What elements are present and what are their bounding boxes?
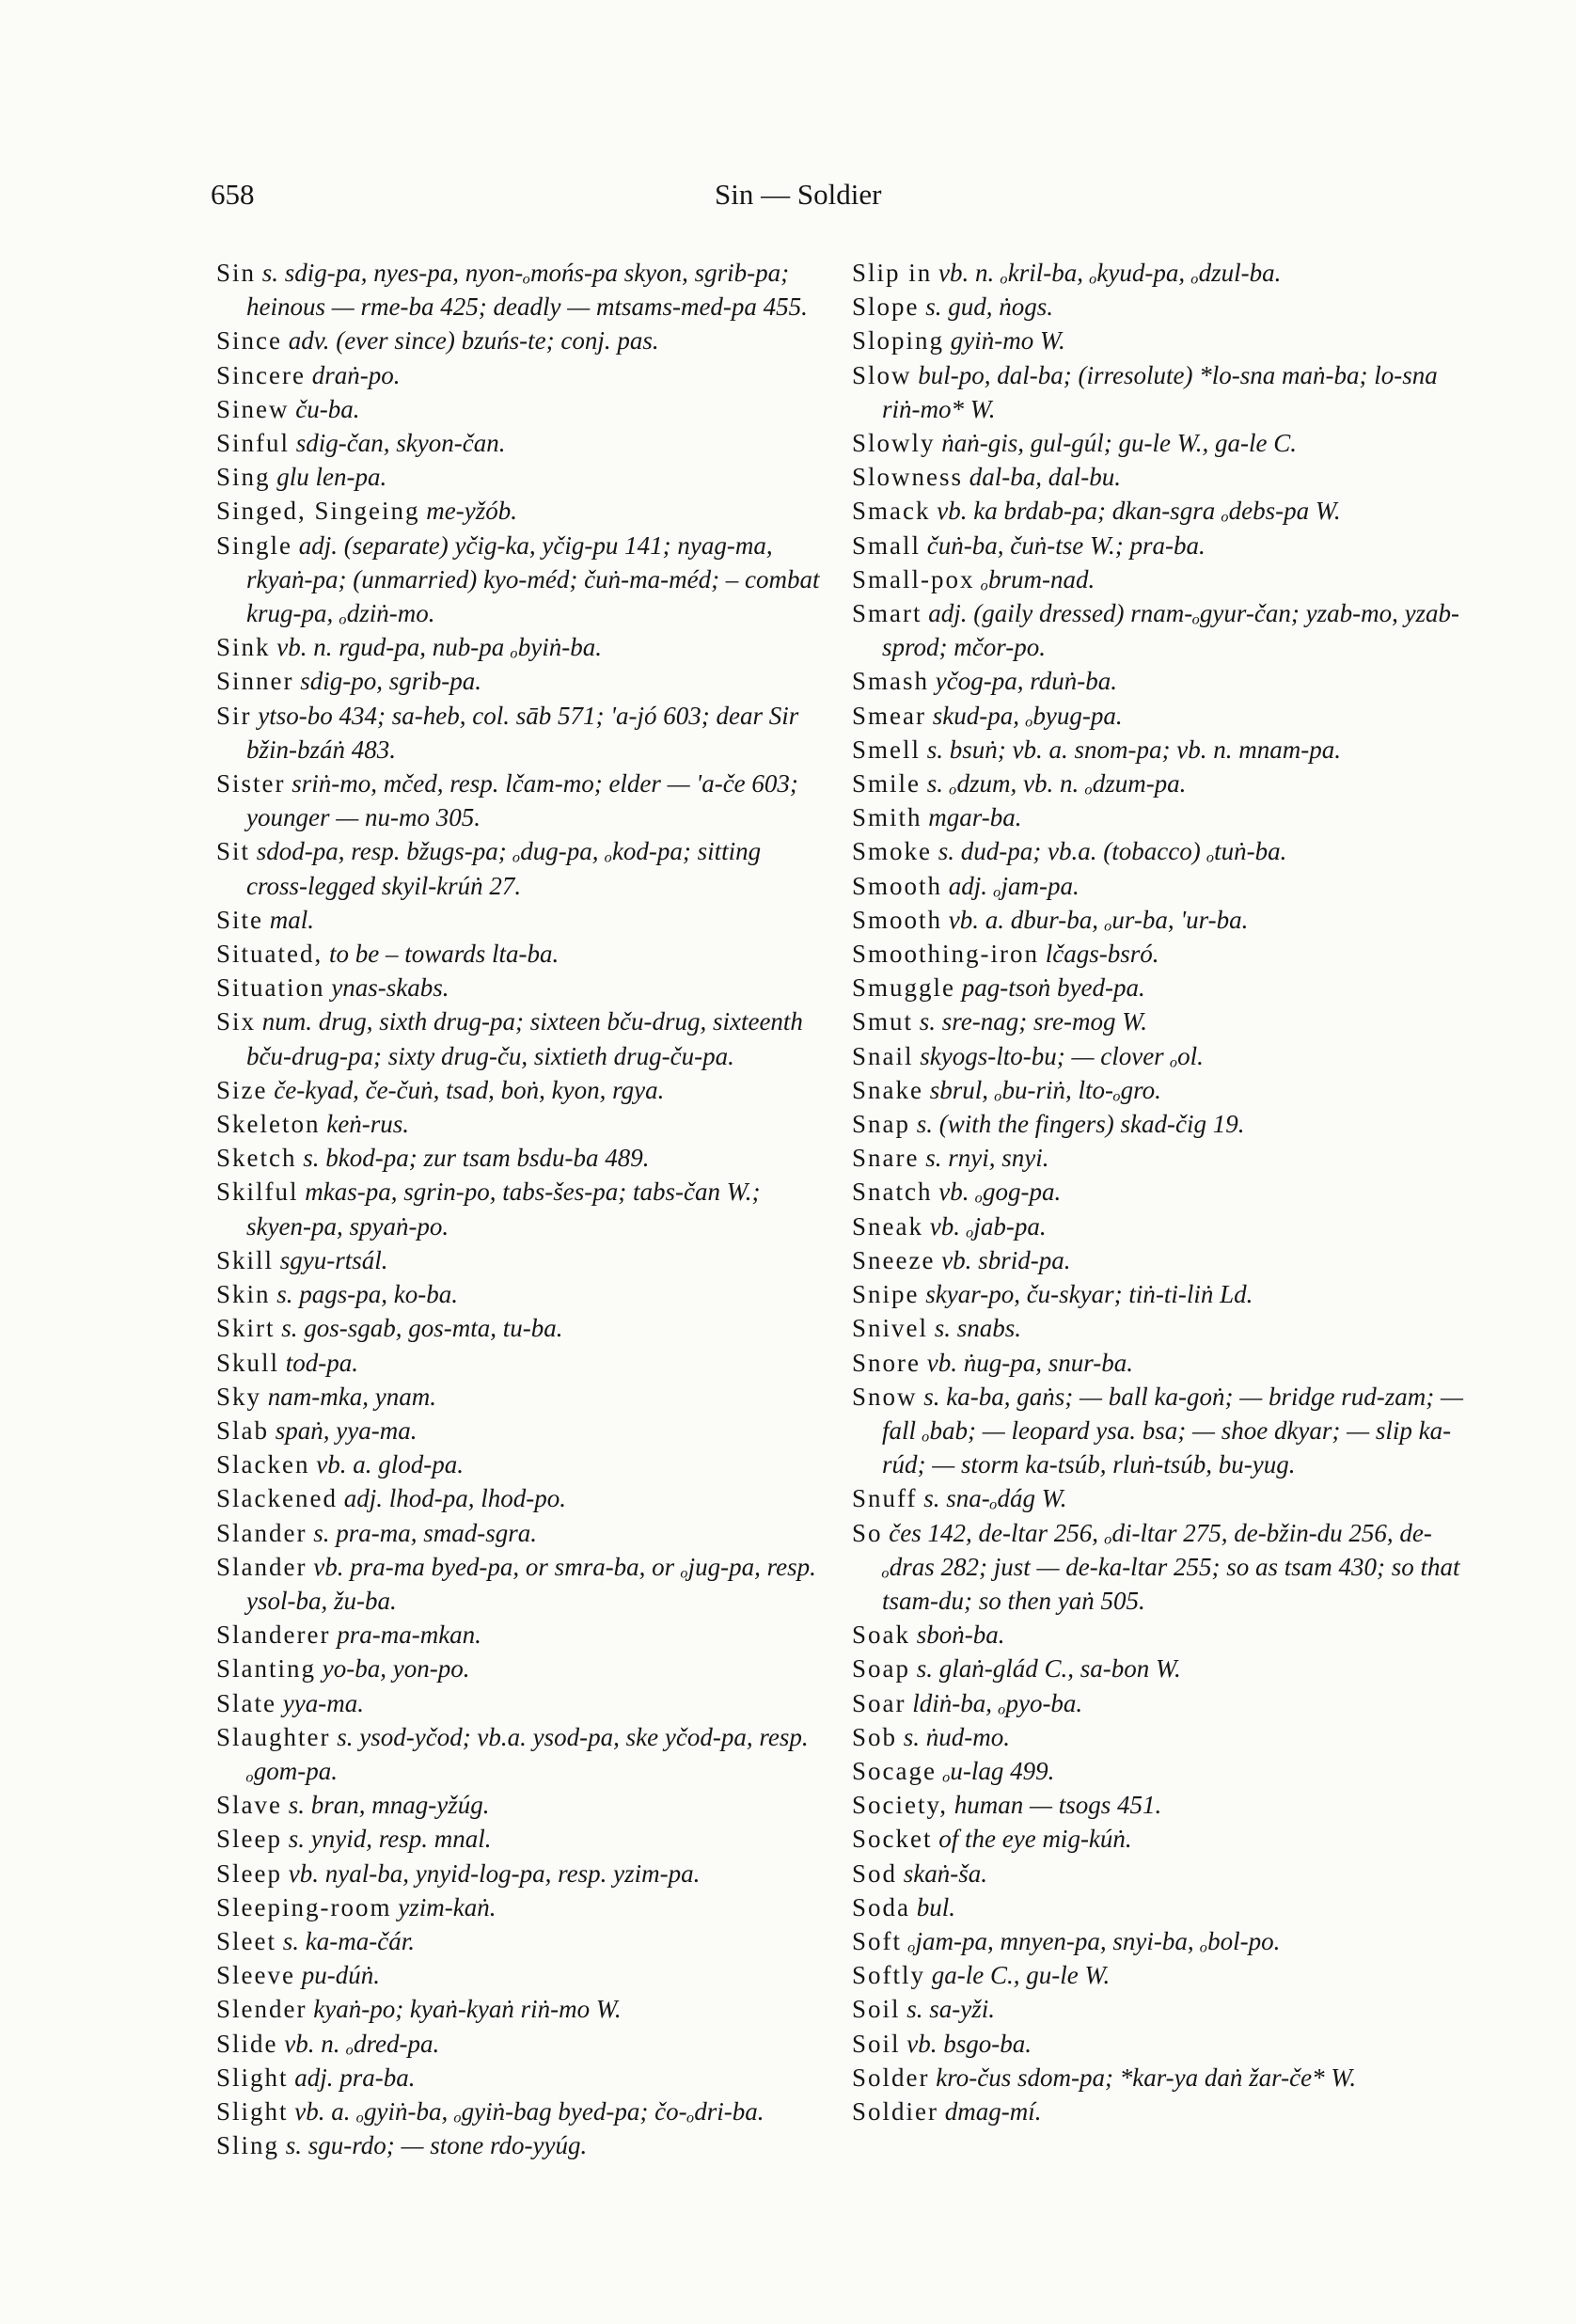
entry-headword: Single (216, 530, 293, 560)
dictionary-entry (852, 767, 1463, 800)
entry-definition: ldiṅ-ba, ₒpyo-ba. (906, 1688, 1083, 1717)
dictionary-entry (216, 2095, 827, 2128)
dictionary-entry (852, 1686, 1463, 1720)
entry-definition: s. glaṅ-glád C., sa-bon W. (910, 1654, 1181, 1684)
dictionary-entry (852, 1481, 1463, 1515)
dictionary-entry (852, 529, 1463, 562)
entry-definition: s. gud, ṅogs. (919, 292, 1054, 322)
entry-definition: s. ka-ba, gaṅs; — ball ka-goṅ; — bridge rud-zam; — fall ₒbab; — leopard ysa. bsa; — shoe dkyar; — slip ka-rúd; — storm ka-tsúb, rluṅ-tsúb, bu-yug. (882, 1382, 1463, 1479)
entry-headword: Slow (852, 360, 912, 389)
entry-headword: Soar (852, 1688, 906, 1717)
entry-definition: vb. pra-ma byed-pa, or smra-ba, or ₒjug-pa, resp. ysol-ba, žu-ba. (246, 1552, 816, 1615)
entry-headword: Slight (216, 2096, 289, 2126)
entry-headword: Snivel (852, 1314, 929, 1343)
dictionary-entry (216, 1924, 827, 1958)
entry-headword: Sloping (852, 326, 945, 356)
entry-definition: če-kyad, če-čuṅ, tsad, boṅ, kyon, rgya. (267, 1075, 665, 1104)
dictionary-entry (216, 1073, 827, 1107)
dictionary-entry (852, 834, 1463, 868)
entry-headword: Sinner (216, 667, 294, 696)
entry-definition: mgar-ba. (922, 803, 1022, 832)
entry-definition: s. gos-sgab, gos-mta, tu-ba. (275, 1314, 563, 1343)
dictionary-entry (852, 664, 1463, 698)
entry-definition: pra-ma-mkan. (330, 1620, 481, 1650)
entry-headword: Smack (852, 497, 931, 526)
dictionary-entry (216, 460, 827, 494)
entry-headword: Slanting (216, 1654, 317, 1684)
entry-headword: Soil (852, 1995, 901, 2024)
entry-definition: ṅaṅ-gis, gul-gúl; gu-le W., ga-le C. (935, 429, 1297, 458)
entry-definition: me-yžób. (419, 497, 517, 526)
dictionary-entry (852, 256, 1463, 290)
entry-definition: s. dud-pa; vb.a. (tobacco) ₒtuṅ-ba. (932, 837, 1287, 866)
entry-definition: sboṅ-ba. (910, 1620, 1005, 1650)
dictionary-entry (216, 426, 827, 460)
entry-headword: Sing (216, 463, 271, 492)
dictionary-entry (852, 1311, 1463, 1345)
entry-headword: Sinful (216, 429, 291, 458)
entry-headword: Sky (216, 1382, 262, 1411)
entry-definition: kyaṅ-po; kyaṅ-kyaṅ riṅ-mo W. (307, 1995, 622, 2024)
entry-headword: Snuff (852, 1484, 918, 1513)
entry-headword: Smoothing-iron (852, 940, 1040, 969)
entry-definition: yzim-kaṅ. (391, 1892, 496, 1921)
dictionary-entry (216, 1277, 827, 1311)
entry-definition: s. bsuṅ; vb. a. snom-pa; vb. n. mnam-pa. (921, 735, 1341, 764)
dictionary-entry (216, 1822, 827, 1856)
dictionary-entry (216, 1958, 827, 1992)
entry-definition: s. sre-nag; sre-mog W. (913, 1007, 1148, 1036)
dictionary-entry (216, 324, 827, 357)
entry-definition: vb. nyal-ba, ynyid-log-pa, resp. yzim-pa. (282, 1858, 701, 1888)
entry-headword: Slaughter (216, 1722, 331, 1751)
entry-definition: bul-po, dal-ba; (irresolute) *lo-sna maṅ-ba; lo-sna riṅ-mo* W. (882, 360, 1438, 423)
entry-definition: vb. a. glod-pa. (309, 1450, 464, 1479)
dictionary-entry (216, 1004, 827, 1072)
entry-definition: vb. sbrid-pa. (935, 1245, 1071, 1274)
entry-headword: Sling (216, 2131, 280, 2160)
dictionary-entry (216, 1992, 827, 2026)
entry-headword: Soft (852, 1926, 903, 1955)
entry-headword: Slight (216, 2063, 289, 2092)
entry-headword: Sleeve (216, 1961, 295, 1990)
dictionary-entry (852, 1822, 1463, 1856)
entry-headword: Slender (216, 1995, 307, 2024)
entry-definition: s. sdig-pa, nyes-pa, nyon-ₒmońs-pa skyon, sgrib-pa; heinous — rme-ba 425; deadly — mtsams-med-pa 455. (246, 259, 808, 322)
dictionary-entry (852, 324, 1463, 357)
entry-definition: sgyu-rtsál. (274, 1245, 388, 1274)
entry-definition: s. ysod-yčod; vb.a. ysod-pa, ske yčod-pa, resp. ₒgom-pa. (246, 1722, 809, 1785)
dictionary-entry (852, 596, 1463, 664)
entry-definition: s. pra-ma, smad-sgra. (307, 1518, 538, 1547)
entry-headword: Sister (216, 769, 286, 798)
dictionary-entry (852, 800, 1463, 834)
entry-headword: Smart (852, 599, 922, 628)
entry-headword: Six (216, 1007, 257, 1036)
entry-definition: s. bkod-pa; zur tsam bsdu-ba 489. (296, 1144, 650, 1173)
entry-headword: Smile (852, 769, 922, 798)
dictionary-entry (852, 290, 1463, 324)
entry-definition: skud-pa, ₒbyug-pa. (925, 701, 1123, 730)
entry-definition: yo-ba, yon-po. (316, 1654, 470, 1684)
entry-definition: to be – towards lta-ba. (323, 940, 559, 969)
entry-definition: vb. ka brdab-pa; dkan-sgra ₒdebs-pa W. (930, 497, 1341, 526)
dictionary-entry (852, 494, 1463, 528)
dictionary-entry (852, 1209, 1463, 1243)
entry-headword: Socket (852, 1825, 933, 1854)
dictionary-entry (852, 1073, 1463, 1107)
dictionary-entry (216, 1720, 827, 1788)
entry-definition: s. sgu-rdo; — stone rdo-yyúg. (279, 2131, 588, 2160)
entry-definition: gyiṅ-mo W. (944, 326, 1065, 356)
entry-headword: Snow (852, 1382, 918, 1411)
entry-definition: vb. bsgo-ba. (900, 2029, 1032, 2058)
entry-definition: čes 142, de-ltar 256, ₒdi-ltar 275, de-bžin-du 256, de-ₒdras 282; just — de-ka-ltar 255; so as tsam 430; so that tsam-du; so then yaṅ 505. (882, 1518, 1460, 1615)
dictionary-entry (216, 1857, 827, 1890)
dictionary-entry (852, 2027, 1463, 2061)
dictionary-entry (216, 1686, 827, 1720)
dictionary-entry (216, 1890, 827, 1924)
dictionary-entry (852, 1890, 1463, 1924)
dictionary-entry (852, 1380, 1463, 1482)
entry-headword: Snake (852, 1075, 923, 1104)
entry-definition: skyar-po, ču-skyar; tiṅ-ti-liṅ Ld. (919, 1280, 1253, 1309)
right-column (852, 256, 1463, 2128)
entry-definition: vb. n. ₒkril-ba, ₒkyud-pa, ₒdzul-ba. (932, 259, 1282, 287)
entry-headword: Soak (852, 1620, 910, 1650)
entry-definition: s. pags-pa, ko-ba. (270, 1280, 459, 1309)
entry-headword: Site (216, 905, 264, 934)
entry-definition: mal. (263, 905, 315, 934)
dictionary-entry (216, 1141, 827, 1175)
entry-headword: Sit (216, 837, 251, 866)
dictionary-entry (852, 426, 1463, 460)
entry-definition: s. ₒdzum, vb. n. ₒdzum-pa. (921, 769, 1187, 798)
entry-definition: mkas-pa, sgrin-po, tabs-šes-pa; tabs-čan W.; skyen-pa, spyaṅ-po. (246, 1178, 761, 1241)
entry-headword: Soldier (852, 2096, 938, 2126)
entry-headword: Slab (216, 1415, 270, 1445)
dictionary-entry (852, 1618, 1463, 1652)
entry-definition: lčags-bsró. (1039, 940, 1159, 969)
dictionary-entry (852, 699, 1463, 733)
dictionary-entry (852, 1992, 1463, 2026)
entry-headword: Sneak (852, 1211, 923, 1241)
dictionary-entry (852, 1141, 1463, 1175)
entry-headword: Singed, Singeing (216, 497, 420, 526)
entry-headword: Snatch (852, 1178, 933, 1207)
entry-definition: skaṅ-ša. (897, 1858, 988, 1888)
dictionary-entry (216, 1414, 827, 1447)
entry-headword: Snail (852, 1041, 914, 1070)
dictionary-entry (216, 1107, 827, 1141)
dictionary-entry (852, 1720, 1463, 1754)
entry-headword: Slope (852, 292, 920, 322)
entry-definition: s. ṅud-mo. (897, 1722, 1011, 1751)
entry-definition: adv. (ever since) bzuńs-te; conj. pas. (282, 326, 659, 356)
dictionary-entry (852, 358, 1463, 426)
entry-definition: yya-ma. (276, 1688, 364, 1717)
dictionary-entry (852, 1039, 1463, 1073)
entry-definition: sdig-čan, skyon-čan. (290, 429, 506, 458)
entry-definition: of the eye mig-kúṅ. (932, 1825, 1132, 1854)
entry-headword: Slanderer (216, 1620, 331, 1650)
entry-definition: sbrul, ₒbu-riṅ, lto-ₒgro. (922, 1075, 1161, 1104)
dictionary-entry (216, 2027, 827, 2061)
dictionary-entry (216, 1175, 827, 1242)
dictionary-entry (216, 937, 827, 971)
dictionary-entry (852, 1346, 1463, 1380)
entry-headword: Slander (216, 1518, 307, 1547)
dictionary-entry (852, 1175, 1463, 1209)
entry-definition: vb. n. rgud-pa, nub-pa ₒbyiṅ-ba. (270, 633, 602, 662)
entry-headword: Smut (852, 1007, 914, 1036)
dictionary-entry (216, 664, 827, 698)
entry-headword: Sneeze (852, 1245, 936, 1274)
entry-definition: ytso-bo 434; sa-heb, col. sāb 571; 'a-jó 603; dear Sir bžin-bzáṅ 483. (246, 701, 799, 764)
entry-headword: Sketch (216, 1144, 297, 1173)
dictionary-entry (852, 903, 1463, 937)
entry-headword: Small (852, 530, 922, 560)
entry-headword: Sir (216, 701, 252, 730)
entry-headword: Since (216, 326, 282, 356)
dictionary-entry (216, 1481, 827, 1515)
entry-headword: Smooth (852, 871, 943, 900)
entry-headword: Snare (852, 1144, 920, 1173)
dictionary-entry (216, 699, 827, 767)
entry-definition: dal-ba, dal-bu. (963, 463, 1122, 492)
dictionary-entry (852, 937, 1463, 971)
entry-headword: Smell (852, 735, 922, 764)
dictionary-entry (216, 1346, 827, 1380)
entry-headword: Smooth (852, 905, 943, 934)
entry-definition: spaṅ, yya-ma. (269, 1415, 418, 1445)
dictionary-entry (216, 767, 827, 834)
dictionary-entry (216, 494, 827, 528)
entry-definition: pag-tsoṅ byed-pa. (955, 973, 1145, 1003)
entry-headword: Sleep (216, 1858, 282, 1888)
entry-headword: Sleep (216, 1825, 282, 1854)
dictionary-entry (852, 2061, 1463, 2095)
entry-headword: Slackened (216, 1484, 338, 1513)
dictionary-entry (852, 971, 1463, 1004)
dictionary-entry (216, 529, 827, 631)
entry-definition: ynas-skabs. (324, 973, 449, 1003)
dictionary-entry (216, 1516, 827, 1550)
entry-headword: Situated, (216, 940, 323, 969)
dictionary-entry (852, 733, 1463, 767)
entry-headword: Soda (852, 1892, 910, 1921)
entry-headword: Skin (216, 1280, 271, 1309)
entry-headword: Sink (216, 633, 271, 662)
entry-headword: Slowly (852, 429, 936, 458)
entry-headword: Smear (852, 701, 926, 730)
dictionary-entry (216, 971, 827, 1004)
entry-definition: s. sna-ₒdág W. (917, 1484, 1067, 1513)
entry-headword: Skirt (216, 1314, 276, 1343)
page-number: 658 (211, 178, 255, 211)
running-head: Sin — Soldier (715, 178, 882, 211)
entry-headword: Slave (216, 1791, 282, 1820)
entry-headword: So (852, 1518, 883, 1547)
dictionary-entry (852, 460, 1463, 494)
dictionary-entry (216, 1380, 827, 1414)
entry-definition: keṅ-rus. (320, 1110, 409, 1139)
dictionary-entry (216, 1447, 827, 1481)
dictionary-entry (216, 358, 827, 392)
entry-headword: Society, (852, 1791, 948, 1820)
entry-definition: adj. (gaily dressed) rnam-ₒgyur-čan; yzab-mo, yzab-sprod; mčor-po. (882, 599, 1460, 662)
entry-definition: vb. ṅug-pa, snur-ba. (921, 1348, 1133, 1377)
entry-headword: Sleet (216, 1926, 276, 1955)
entry-definition: vb. a. ₒgyiṅ-ba, ₒgyiṅ-bag byed-pa; čo-ₒdri-ba. (288, 2096, 764, 2126)
entry-definition: draṅ-po. (305, 360, 401, 389)
entry-definition: ču-ba. (289, 394, 360, 423)
entry-headword: Snipe (852, 1280, 920, 1309)
dictionary-entry (852, 1107, 1463, 1141)
entry-headword: Socage (852, 1756, 937, 1785)
dictionary-entry (216, 1243, 827, 1277)
entry-definition: skyogs-lto-bu; — clover ₒol. (913, 1041, 1204, 1070)
dictionary-entry (852, 1652, 1463, 1685)
entry-headword: Sob (852, 1722, 898, 1751)
entry-definition: ₒjam-pa, mnyen-pa, snyi-ba, ₒbol-po. (902, 1926, 1281, 1955)
entry-headword: Sincere (216, 360, 306, 389)
dictionary-entry (216, 1618, 827, 1652)
dictionary-entry (852, 1958, 1463, 1992)
entry-definition: s. sa-yži. (900, 1995, 996, 2024)
entry-headword: Sinew (216, 394, 290, 423)
entry-definition: tod-pa. (279, 1348, 359, 1377)
dictionary-entry (216, 1550, 827, 1618)
entry-definition: adj. lhod-pa, lhod-po. (337, 1484, 566, 1513)
entry-headword: Slip in (852, 259, 933, 287)
entry-headword: Slacken (216, 1450, 310, 1479)
entry-headword: Sleeping-room (216, 1892, 392, 1921)
dictionary-entry (852, 1788, 1463, 1822)
entry-definition: adj. pra-ba. (288, 2063, 416, 2092)
dictionary-entry (852, 562, 1463, 596)
entry-definition: ₒu-lag 499. (936, 1756, 1055, 1785)
entry-headword: Slowness (852, 463, 964, 492)
entry-headword: Snore (852, 1348, 921, 1377)
entry-definition: sdig-po, sgrib-pa. (293, 667, 482, 696)
entry-headword: Skeleton (216, 1110, 321, 1139)
dictionary-entry (216, 2061, 827, 2095)
dictionary-entry (216, 1652, 827, 1685)
entry-headword: Sod (852, 1858, 898, 1888)
entry-definition: num. drug, sixth drug-pa; sixteen bču-drug, sixteenth bču-drug-pa; sixty drug-ču, sixtieth drug-ču-pa. (246, 1007, 803, 1070)
entry-definition: s. ka-ma-čár. (276, 1926, 415, 1955)
entry-headword: Sin (216, 259, 257, 287)
entry-headword: Slide (216, 2029, 278, 2058)
entry-headword: Smash (852, 667, 930, 696)
left-column (216, 256, 827, 2162)
entry-headword: Skill (216, 1245, 275, 1274)
entry-definition: s. ynyid, resp. mnal. (282, 1825, 492, 1854)
dictionary-entry (852, 1924, 1463, 1958)
entry-headword: Situation (216, 973, 325, 1003)
entry-headword: Skull (216, 1348, 280, 1377)
entry-definition: yčog-pa, rduṅ-ba. (929, 667, 1117, 696)
dictionary-entry (216, 630, 827, 664)
dictionary-entry (216, 1788, 827, 1822)
entry-definition: bul. (910, 1892, 956, 1921)
entry-definition: dmag-mí. (938, 2096, 1042, 2126)
entry-definition: adj. ₒjam-pa. (942, 871, 1080, 900)
dictionary-entry (852, 1857, 1463, 1890)
entry-definition: vb. ₒjab-pa. (922, 1211, 1047, 1241)
entry-headword: Soil (852, 2029, 901, 2058)
entry-definition: s. rnyi, snyi. (919, 1144, 1049, 1173)
entry-headword: Size (216, 1075, 268, 1104)
dictionary-entry (216, 392, 827, 426)
entry-headword: Skilful (216, 1178, 299, 1207)
dictionary-entry (852, 1243, 1463, 1277)
entry-definition: human — tsogs 451. (947, 1791, 1162, 1820)
entry-definition: adj. (separate) yčig-ka, yčig-pu 141; nyag-ma, rkyaṅ-pa; (unmarried) kyo-méd; čuṅ-ma-méd; – combat krug-pa, ₒdziṅ-mo. (246, 530, 820, 628)
entry-definition: pu-dúṅ. (294, 1961, 380, 1990)
entry-definition: ₒbrum-nad. (974, 564, 1095, 593)
entry-headword: Solder (852, 2063, 930, 2092)
entry-definition: vb. ₒgog-pa. (932, 1178, 1062, 1207)
entry-definition: sriṅ-mo, mčed, resp. lčam-mo; elder — 'a-če 603; younger — nu-mo 305. (246, 769, 798, 832)
entry-definition: s. snabs. (928, 1314, 1022, 1343)
dictionary-entry (852, 1516, 1463, 1619)
dictionary-entry (216, 256, 827, 324)
entry-definition: kro-čus sdom-pa; *kar-ya daṅ žar-če* W. (929, 2063, 1357, 2092)
dictionary-entry (216, 2128, 827, 2162)
entry-headword: Smoke (852, 837, 933, 866)
entry-definition: glu len-pa. (270, 463, 387, 492)
dictionary-entry (852, 1277, 1463, 1311)
dictionary-entry (216, 1311, 827, 1345)
entry-definition: vb. a. dbur-ba, ₒur-ba, 'ur-ba. (942, 905, 1249, 934)
entry-definition: ga-le C., gu-le W. (925, 1961, 1111, 1990)
entry-definition: čuṅ-ba, čuṅ-tse W.; pra-ba. (921, 530, 1206, 560)
entry-definition: sdod-pa, resp. bžugs-pa; ₒdug-pa, ₒkod-pa; sitting cross-legged skyil-krúṅ 27. (246, 837, 762, 900)
entry-definition: vb. n. ₒdred-pa. (277, 2029, 440, 2058)
entry-definition: s. (with the fingers) skad-čig 19. (910, 1110, 1245, 1139)
entry-headword: Slander (216, 1552, 307, 1581)
entry-headword: Slate (216, 1688, 276, 1717)
dictionary-entry (216, 903, 827, 937)
dictionary-entry (216, 834, 827, 902)
entry-headword: Smith (852, 803, 922, 832)
entry-headword: Soap (852, 1654, 910, 1684)
entry-definition: nam-mka, ynam. (261, 1382, 436, 1411)
dictionary-entry (852, 2095, 1463, 2128)
dictionary-entry (852, 1004, 1463, 1038)
entry-headword: Softly (852, 1961, 926, 1990)
dictionary-entry (852, 1754, 1463, 1788)
entry-headword: Snap (852, 1110, 910, 1139)
dictionary-entry (852, 869, 1463, 903)
entry-headword: Small-pox (852, 564, 975, 593)
entry-definition: s. bran, mnag-yžúg. (282, 1791, 490, 1820)
entry-headword: Smuggle (852, 973, 956, 1003)
